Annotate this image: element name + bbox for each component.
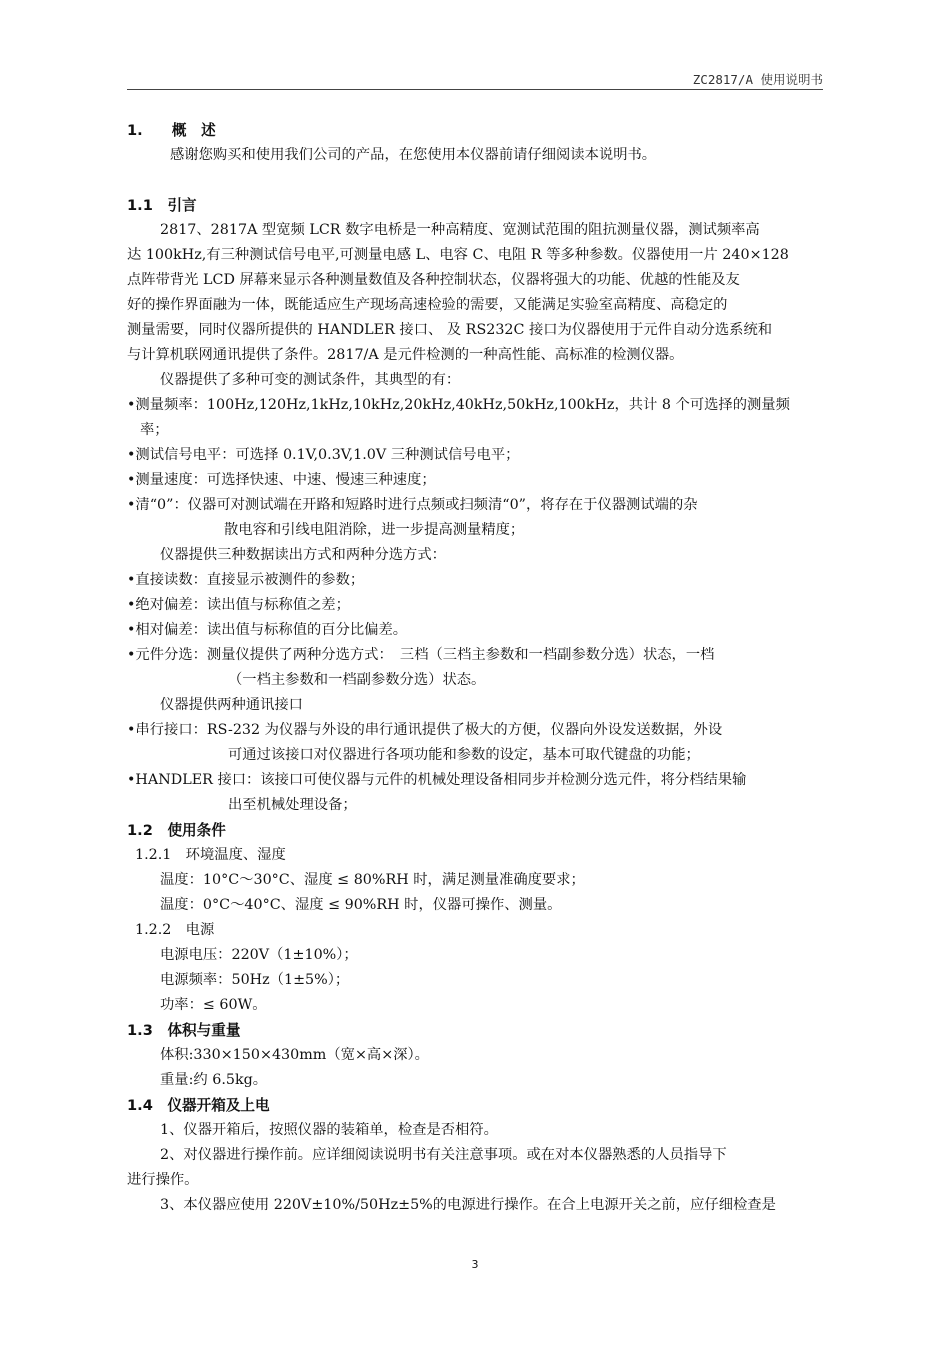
text-line: 出至机械处理设备； <box>228 797 357 813</box>
text-line: 仪器提供三种数据读出方式和两种分选方式： <box>160 547 446 563</box>
text-line: 1.2.1 环境温度、湿度 <box>135 847 286 863</box>
text-line: 2、对仪器进行操作前。应详细阅读说明书有关注意事项。或在对本仪器熟悉的人员指导下 <box>160 1147 727 1163</box>
text-line: 进行操作。 <box>127 1172 199 1188</box>
text-line: 体积:330×150×430mm（宽×高×深）。 <box>160 1047 429 1063</box>
text-line: 与计算机联网通讯提供了条件。2817/A 是元件检测的一种高性能、高标准的检测仪器。 <box>127 347 684 363</box>
text-line: 温度：0°C～40°C、湿度 ≤ 90%RH 时，仪器可操作、测量。 <box>160 897 562 913</box>
header-rule <box>127 89 823 90</box>
text-line: 仪器提供了多种可变的测试条件，其典型的有： <box>160 372 461 388</box>
section-heading: 1.3 体积与重量 <box>127 1022 241 1039</box>
text-line: •直接读数：直接显示被测件的参数； <box>127 572 365 588</box>
text-line: 电源电压：220V（1±10%）； <box>160 947 358 963</box>
text-line: 3、本仪器应使用 220V±10%/50Hz±5%的电源进行操作。在合上电源开关之前，应仔细检查是 <box>160 1197 776 1213</box>
text-line: •HANDLER 接口：该接口可使仪器与元件的机械处理设备相同步并检测分选元件，将分档结果输 <box>127 772 747 788</box>
text-line: •相对偏差：读出值与标称值的百分比偏差。 <box>127 622 408 638</box>
section-heading: 1.4 仪器开箱及上电 <box>127 1097 270 1114</box>
text-line: •测试信号电平：可选择 0.1V,0.3V,1.0V 三种测试信号电平； <box>127 447 520 463</box>
text-line: 测量需要，同时仪器所提供的 HANDLER 接口、 及 RS232C 接口为仪器使用于元件自动分选系统和 <box>127 322 773 338</box>
text-line: •清“0”：仪器可对测试端在开路和短路时进行点频或扫频清“0”，将存在于仪器测试端的杂 <box>127 497 698 513</box>
text-line: 好的操作界面融为一体，既能适应生产现场高速检验的需要，又能满足实验室高精度、高稳定的 <box>127 297 728 313</box>
section-heading: 1.2 使用条件 <box>127 822 226 839</box>
text-line: •测量频率：100Hz,120Hz,1kHz,10kHz,20kHz,40kHz,50kHz,100kHz，共计 8 个可选择的测量频 <box>127 397 790 413</box>
text-line: •绝对偏差：读出值与标称值之差； <box>127 597 350 613</box>
text-line: 仪器提供两种通讯接口 <box>160 697 303 713</box>
text-line: •元件分选：测量仪提供了两种分选方式： 三档（三档主参数和一档副参数分选）状态，一档 <box>127 647 715 663</box>
text-line: 电源频率：50Hz（1±5%）； <box>160 972 350 988</box>
text-line: •串行接口：RS-232 为仪器与外设的串行通讯提供了极大的方便，仪器向外设发送数据，外设 <box>127 722 723 738</box>
text-line: 可通过该接口对仪器进行各项功能和参数的设定，基本可取代键盘的功能； <box>228 747 700 763</box>
text-line: 功率：≤ 60W。 <box>160 997 267 1013</box>
text-line: 2817、2817A 型宽频 LCR 数字电桥是一种高精度、宽测试范围的阻抗测量仪器，测试频率高 <box>160 222 760 238</box>
text-line: 散电容和引线电阻消除，进一步提高测量精度； <box>224 522 525 538</box>
text-line: •测量速度：可选择快速、中速、慢速三种速度； <box>127 472 436 488</box>
page-number: 3 <box>471 1258 479 1271</box>
text-line: 温度：10°C～30°C、湿度 ≤ 80%RH 时，满足测量准确度要求； <box>160 872 585 888</box>
section-heading: 1.1 引言 <box>127 197 197 214</box>
text-line: 1.2.2 电源 <box>135 922 215 938</box>
text-line: 感谢您购买和使用我们公司的产品，在您使用本仪器前请仔细阅读本说明书。 <box>170 147 657 163</box>
text-line: 率； <box>140 422 169 438</box>
text-line: 1、仪器开箱后，按照仪器的装箱单，检查是否相符。 <box>160 1122 498 1138</box>
text-line: 达 100kHz,有三种测试信号电平,可测量电感 L、电容 C、电阻 R 等多种参数。仪器使用一片 240×128 <box>127 247 789 263</box>
text-line: 重量:约 6.5kg。 <box>160 1072 268 1088</box>
text-line: 点阵带背光 LCD 屏幕来显示各种测量数值及各种控制状态，仪器将强大的功能、优越的性能及友 <box>127 272 740 288</box>
section-heading: 1. 概 述 <box>127 122 216 139</box>
running-header: ZC2817/A 使用说明书 <box>693 70 823 90</box>
text-line: （一档主参数和一档副参数分选）状态。 <box>228 672 486 688</box>
